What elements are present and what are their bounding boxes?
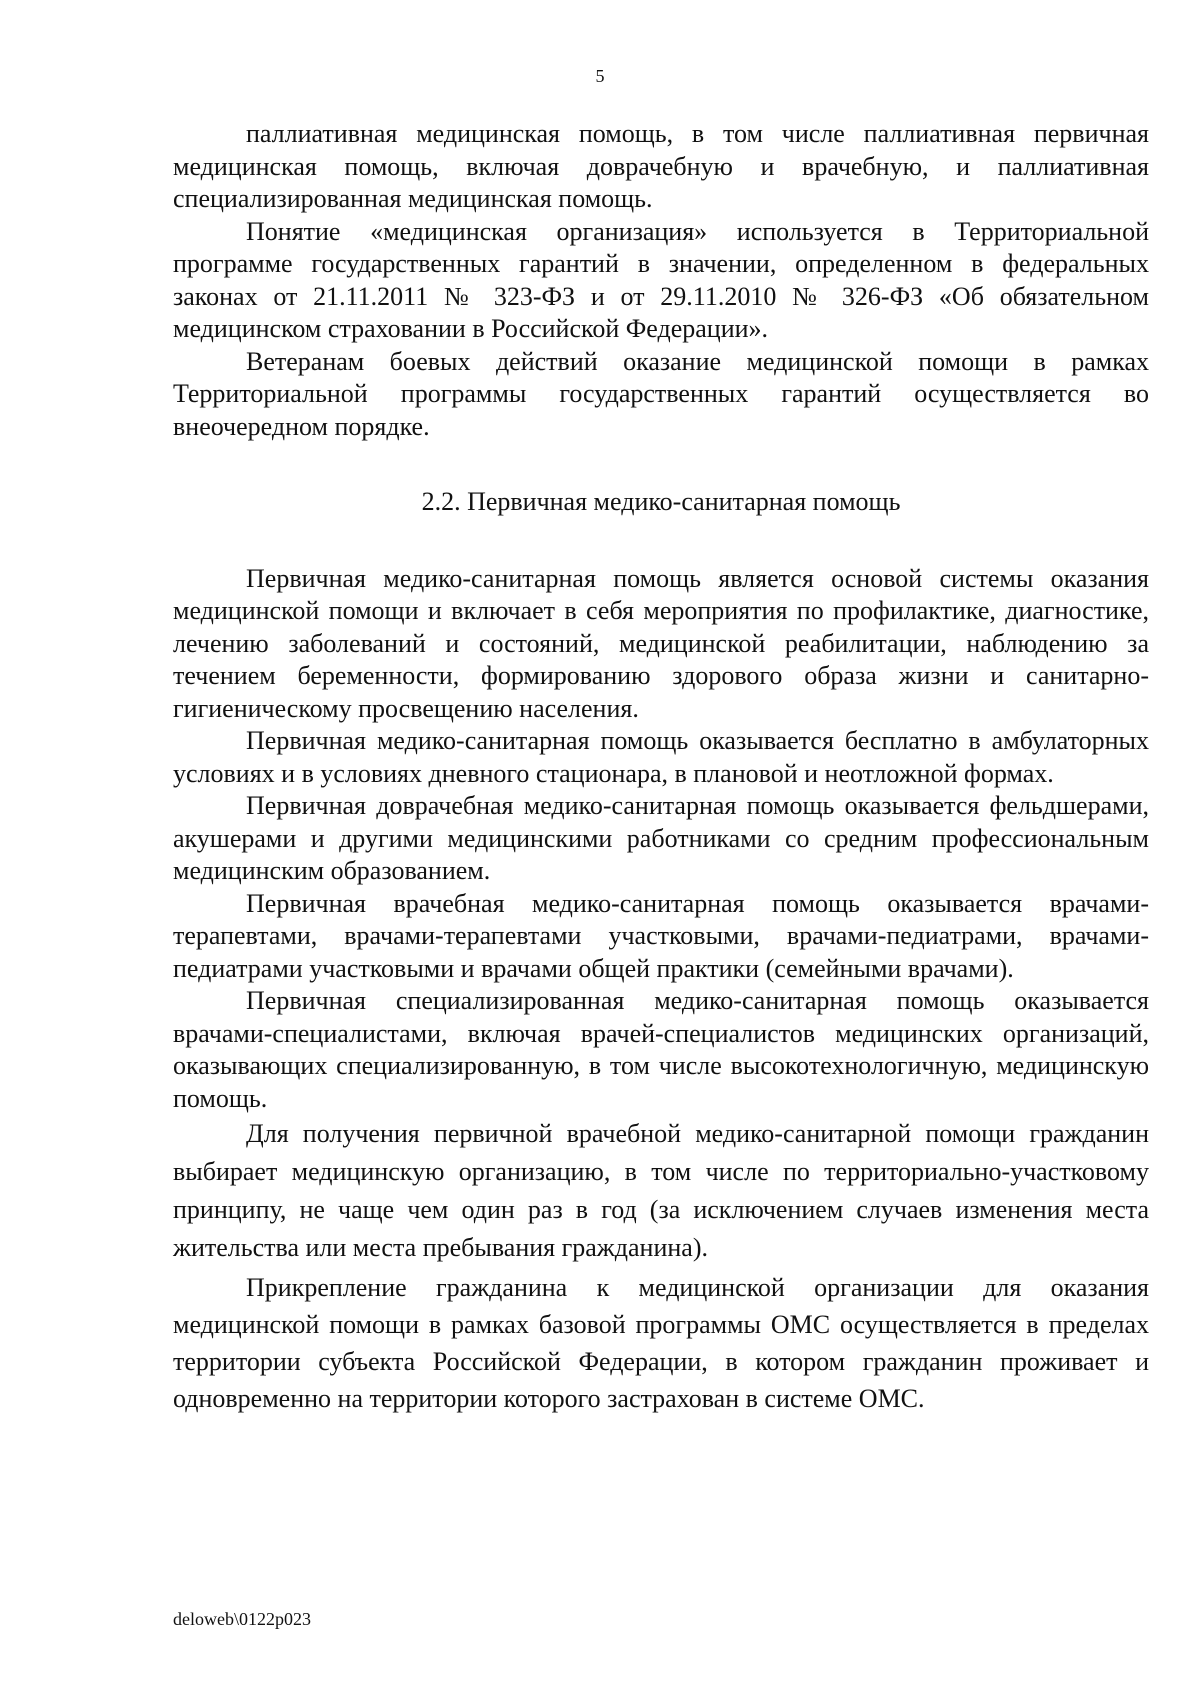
document-footer-code: deloweb\0122p023 xyxy=(173,1609,311,1629)
page-number: 5 xyxy=(595,66,605,86)
section-heading: 2.2. Первичная медико-санитарная помощь xyxy=(421,487,901,516)
paragraph-palliative-care: паллиативная медицинская помощь, в том числе паллиативная первичная медицинская помощь, включая доврачебную и врачебную, и паллиативная специализированная медицинская помощь. xyxy=(173,119,1149,213)
paragraph-doctor-care: Первичная врачебная медико-санитарная помощь оказывается врачами-терапевтами, врачами-терапевтами участковыми, врачами-педиатрами, врачами-педиатрами участковыми и врачами общей практики (семейными врачами). xyxy=(173,888,1149,983)
paragraph-primary-care-free: Первичная медико-санитарная помощь оказывается бесплатно в амбулаторных условиях и в условиях дневного стационара, в плановой и неотложной формах. xyxy=(173,726,1149,788)
document-body xyxy=(173,118,1149,1417)
paragraph-combat-veterans: Ветеранам боевых действий оказание медицинской помощи в рамках Территориальной программы государственных гарантий осуществляется во внеочередном порядке. xyxy=(173,346,1149,441)
paragraph-choosing-organization: Для получения первичной врачебной медико-санитарной помощи гражданин выбирает медицинскую организацию, в том числе по территориально-участковому принципу, не чаще чем один раз в год (за исключением случаев изменения места жительства или места пребывания гражданина). xyxy=(173,1119,1149,1262)
paragraph-specialized-care: Первичная специализированная медико-санитарная помощь оказывается врачами-специалистами, включая врачей-специалистов медицинских организаций, оказывающих специализированную, в том числе высокотехнологичную, медицинскую помощь. xyxy=(173,986,1149,1113)
paragraph-pre-doctor-care: Первичная доврачебная медико-санитарная помощь оказывается фельдшерами, акушерами и другими медицинскими работниками со средним профессиональным медицинским образованием. xyxy=(173,791,1149,885)
paragraph-medical-organization-definition: Понятие «медицинская организация» используется в Территориальной программе государственных гарантий в значении, определенном в федеральных законах от 21.11.2011 № 323-ФЗ и от 29.11.2010 № 326-ФЗ «Об обязательном медицинском страховании в Российской Федерации». xyxy=(173,216,1149,343)
paragraph-primary-care-basis: Первичная медико-санитарная помощь является основой системы оказания медицинской помощи и включает в себя мероприятия по профилактике, диагностике, лечению заболеваний и состояний, медицинской реабилитации, наблюдению за течением беременности, формированию здорового образа жизни и санитарно-гигиеническому просвещению населения. xyxy=(173,563,1149,723)
paragraph-attachment-oms: Прикрепление гражданина к медицинской организации для оказания медицинской помощи в рамках базовой программы ОМС осуществляется в пределах территории субъекта Российской Федерации, в котором гражданин проживает и одновременно на территории которого застрахован в системе ОМС. xyxy=(173,1273,1149,1413)
